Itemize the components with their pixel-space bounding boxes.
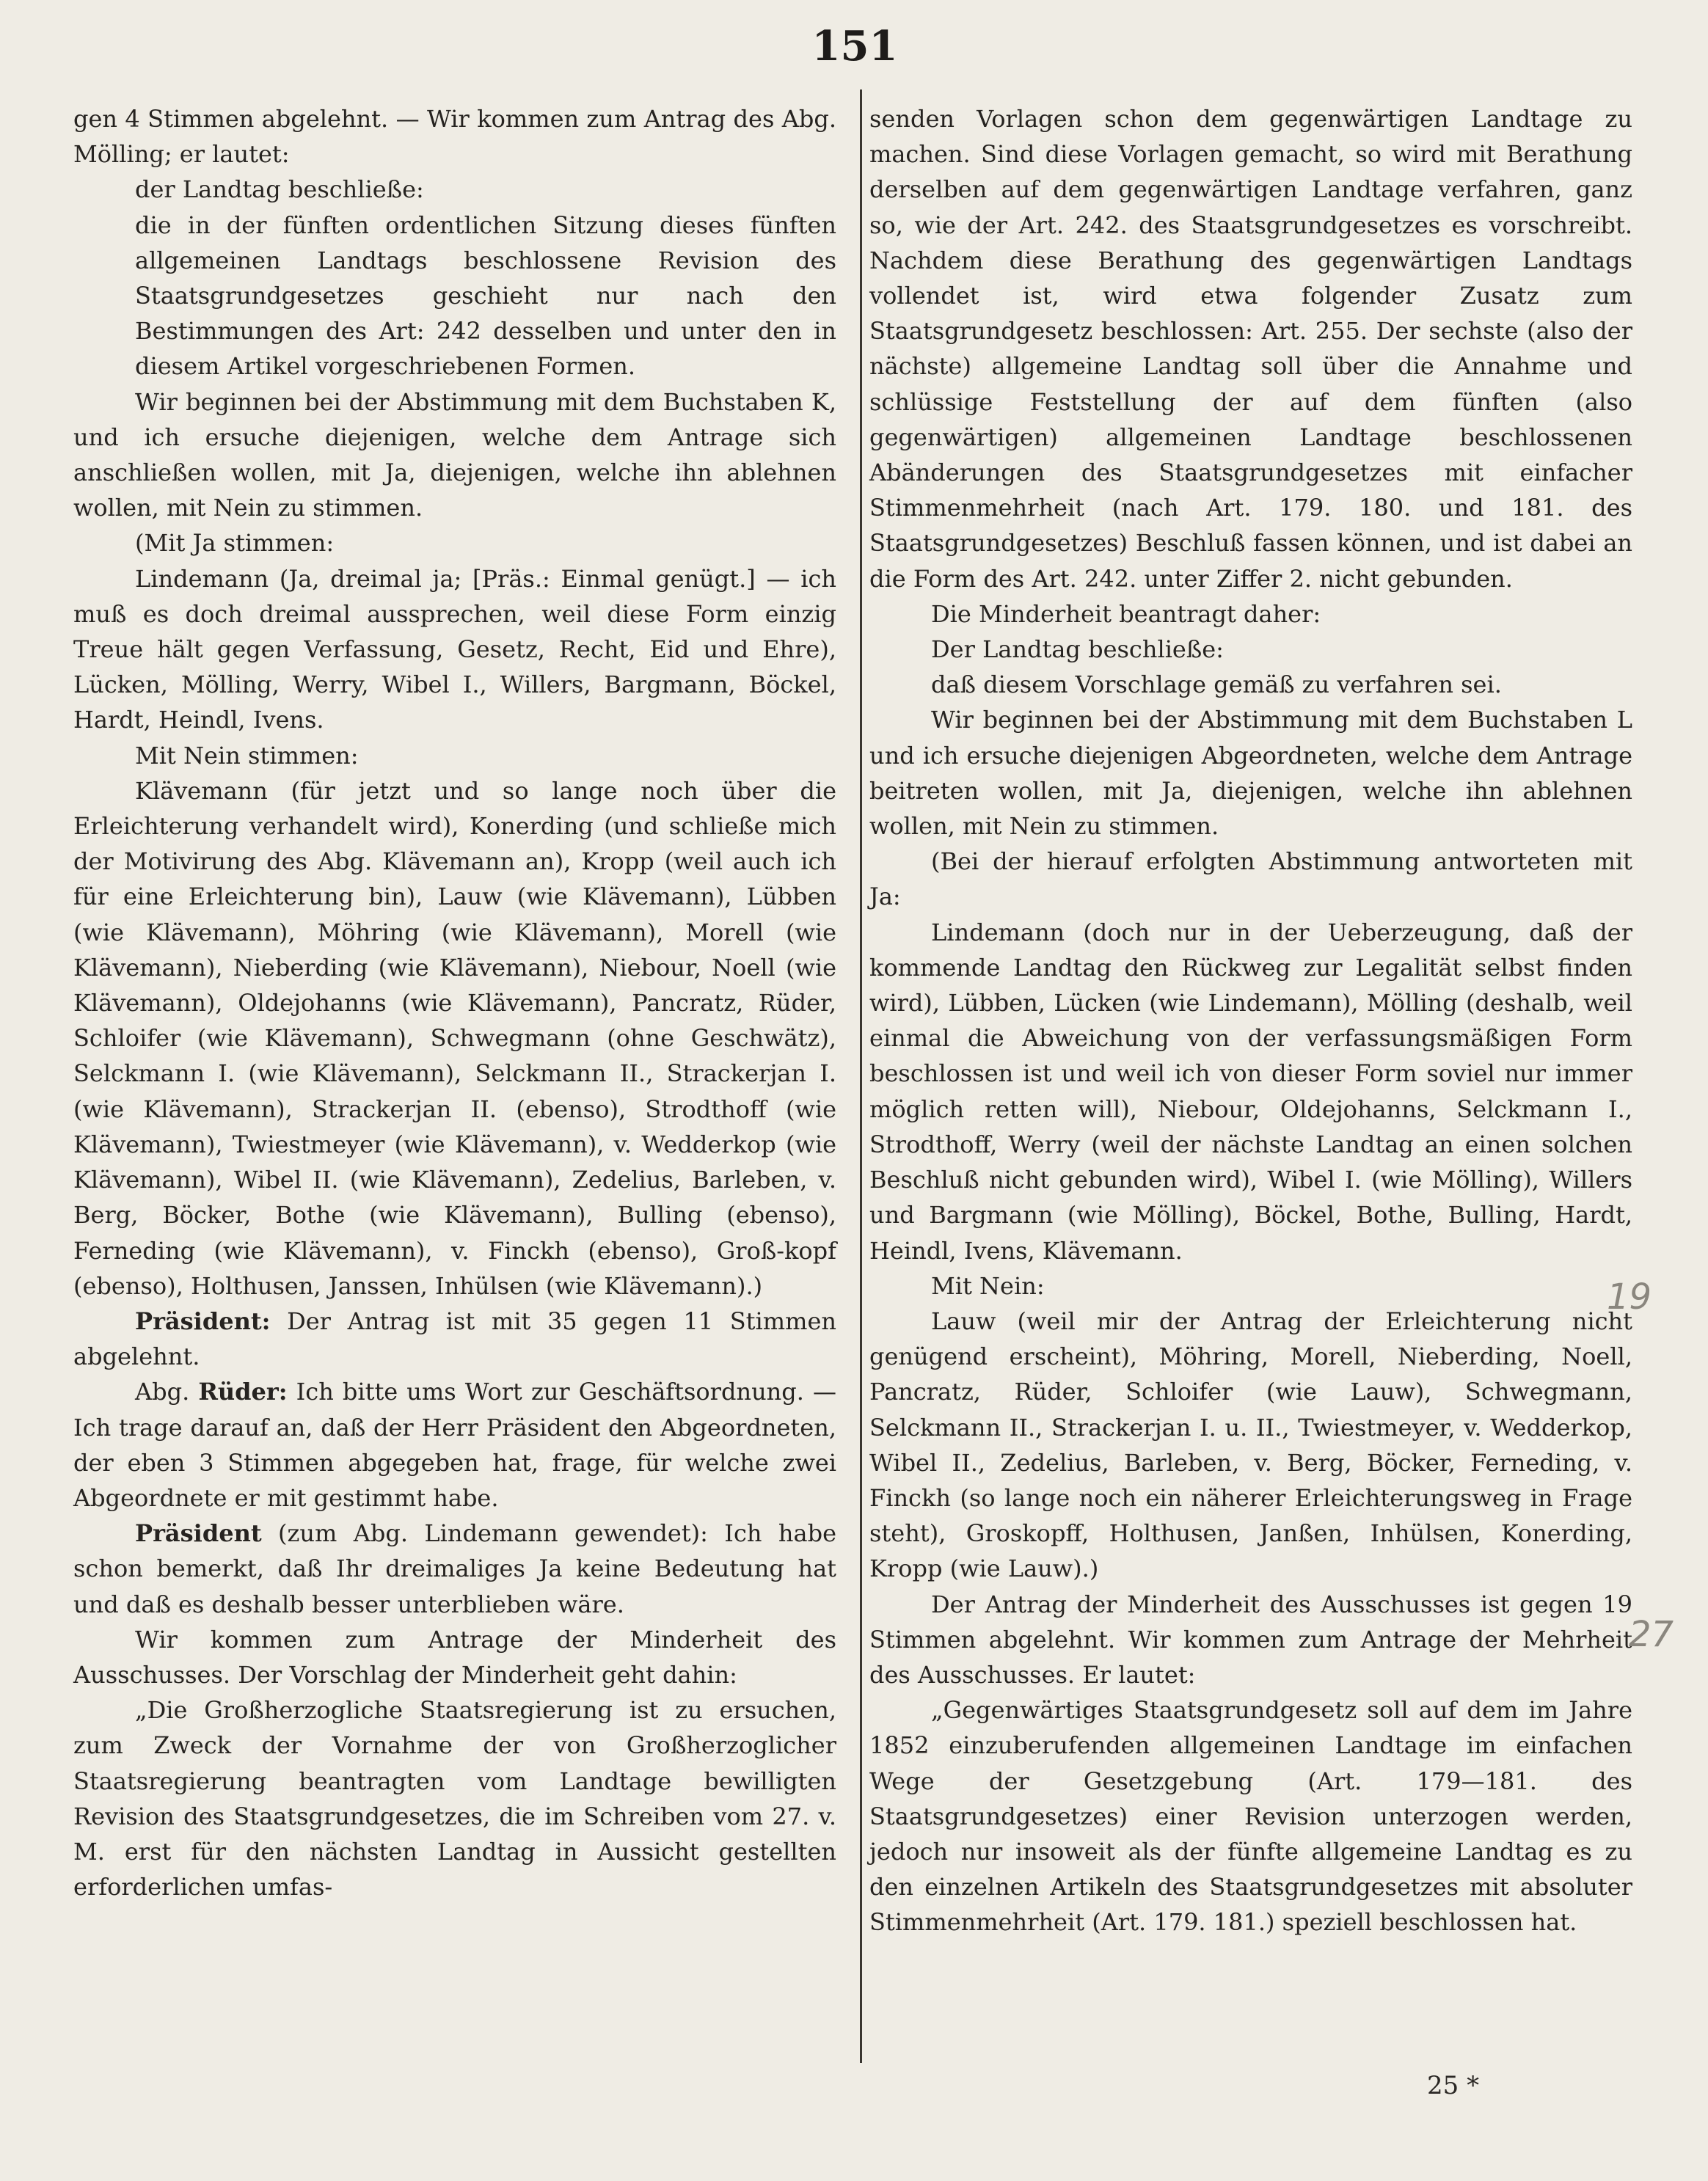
speaker-name: Rüder: — [198, 1378, 288, 1406]
paragraph: daß diesem Vorschlage gemäß zu verfahren sei. — [931, 671, 1502, 699]
vote-list-yes: Lindemann (doch nur in der Ueberzeugung, daß der kommende Landtag den Rückweg zur Legalität selbst finden wird), Lübben, Lücken (wie Lindemann), Mölling (deshalb, weil einmal die Abweichung von der verfassungsmäßigen Form beschlossen ist und weil ich von dieser Form soviel nur immer möglich retten will), Niebour, Oldejohanns, Selckmann I., Strodthoff, Werry (weil der nächste Landtag an einen solchen Beschluß nicht gebunden wird), Wibel I. (wie Mölling), Willers und Bargmann (wie Mölling), Böckel, Bothe, Bulling, Hardt, Heindl, Ivens, Klävemann. — [869, 918, 1632, 1265]
speaker-name: Präsident: — [135, 1307, 271, 1335]
paragraph — [73, 1516, 836, 1622]
pencil-annotation: 19 — [1607, 1276, 1652, 1318]
speech-text: Ich bitte ums Wort zur Geschäftsordnung. — Ich trage darauf an, daß der Herr Präsident den Abgeordneten, der eben 3 Stimmen abgegeben hat, frage, für welche zwei Abgeordnete er mit gestimmt habe. — [73, 1378, 837, 1512]
paragraph: gen 4 Stimmen abgelehnt. — Wir kommen zum Antrag des Abg. Mölling; er lautet: — [73, 105, 836, 169]
paragraph: Der Landtag beschließe: — [931, 635, 1224, 664]
vote-list-no: Lauw (weil mir der Antrag der Erleichterung nicht genügend erscheint), Möhring, Morell, Nieberding, Noell, Pancratz, Rüder, Schloifer (wie Lauw), Schwegmann, Selckmann II., Strackerjan I. u. II., Twiestmeyer, v. Wedderkop, Wibel II., Zedelius, Barleben, v. Berg, Böcker, Ferneding, v. Finckh (so lange noch ein näherer Erleichterungsweg in Frage steht), Groskopff, Holthusen, Janßen, Inhülsen, Konerding, Kropp (wie Lauw).) — [869, 1307, 1632, 1583]
vote-heading-no: Mit Nein: — [931, 1271, 1045, 1300]
vote-list-yes: Lindemann (Ja, dreimal ja; [Präs.: Einmal genügt.] — ich muß es doch dreimal aussprechen, weil diese Form einzig Treue hält gegen Verfassung, Gesetz, Recht, Eid und Ehre), Lücken, Mölling, Werry, Wibel I., Willers, Bargmann, Böckel, Hardt, Heindl, Ivens. — [73, 564, 836, 734]
vote-heading-yes: (Mit Ja stimmen: — [135, 529, 335, 558]
paragraph: Wir kommen zum Antrage der Minderheit des Ausschusses. Der Vorschlag der Minderheit geht dahin: — [73, 1625, 836, 1689]
paragraph: Wir beginnen bei der Abstimmung mit dem Buchstaben L und ich ersuche diejenigen Abgeordneten, welche dem Antrage beitreten wollen, mit Ja, diejenigen, welche ihn ablehnen wollen, mit Nein zu stimmen. — [869, 706, 1632, 841]
paragraph: Die Minderheit beantragt daher: — [931, 599, 1321, 628]
paragraph: der Landtag beschließe: — [135, 175, 424, 204]
column-divider — [860, 89, 862, 2063]
paragraph: senden Vorlagen schon dem gegenwärtigen Landtage zu machen. Sind diese Vorlagen gemacht, so wird mit Berathung derselben auf dem gegenwärtigen Landtage verfahren, ganz so, wie der Art. 242. des Staatsgrundgesetzes es vorschreibt. Nachdem diese Berathung des gegenwärtigen Landtags vollendet ist, wird etwa folgender Zusatz zum Staatsgrundgesetz beschlossen: Art. 255. Der sechste (also der nächste) allgemeine Landtag soll über die Annahme und schlüssige Feststellung der auf dem fünften (also gegenwärtigen) allgemeinen Landtage beschlossenen Abänderungen des Staatsgrundgesetzes mit einfacher Stimmenmehrheit (nach Art. 179. 180. und 181. des Staatsgrundgesetzes) Beschluß fassen können, und ist dabei an die Form des Art. 242. unter Ziffer 2. nicht gebunden. — [869, 105, 1632, 593]
vote-list-no: Klävemann (für jetzt und so lange noch über die Erleichterung verhandelt wird), Konerding (und schließe mich der Motivirung des Abg. Klävemann an), Kropp (weil auch ich für eine Erleichterung bin), Lauw (wie Klävemann), Lübben (wie Klävemann), Möhring (wie Klävemann), Morell (wie Klävemann), Nieberding (wie Klävemann), Niebour, Noell (wie Klävemann), Oldejohanns (wie Klävemann), Pancratz, Rüder, Schloifer (wie Klävemann), Schwegmann (ohne Geschwätz), Selckmann I. (wie Klävemann), Selckmann II., Strackerjan I. (wie Klävemann), Strackerjan II. (ebenso), Strodthoff (wie Klävemann), Twiestmeyer (wie Klävemann), v. Wedderkop (wie Klävemann), Wibel II. (wie Klävemann), Zedelius, Barleben, v. Berg, Böcker, Bothe (wie Klävemann), Bulling (ebenso), Ferneding (wie Klävemann), v. Finckh (ebenso), Groß-kopf (ebenso), Holthusen, Janssen, Inhülsen (wie Klävemann).) — [73, 776, 836, 1300]
paragraph — [73, 1304, 836, 1374]
motion-text: die in der fünften ordentlichen Sitzung dieses fünften allgemeinen Landtags beschlossene Revision des Staatsgrundgesetzes geschieht nur nach den Bestimmungen des Art: 242 desselben und unter den in diesem Artikel vorgeschriebenen Formen. — [135, 211, 836, 381]
vote-heading-no: Mit Nein stimmen: — [135, 741, 359, 770]
left-column — [73, 101, 836, 1904]
signature-mark: 25 * — [1427, 2071, 1480, 2100]
speaker-prefix: Abg. — [135, 1378, 190, 1406]
speech-text: Der Antrag ist mit 35 gegen 11 Stimmen abgelehnt. — [73, 1307, 837, 1371]
quoted-proposal: „Gegenwärtiges Staatsgrundgesetz soll auf dem im Jahre 1852 einzuberufenden allgemeinen Landtage im einfachen Wege der Gesetzgebung (Art. 179—181. des Staatsgrundgesetzes) einer Revision unterzogen werden, jedoch nur insoweit als der fünfte allgemeine Landtag es zu den einzelnen Artikeln des Staatsgrundgesetzes mit absoluter Stimmenmehrheit (Art. 179. 181.) speziell beschlossen hat. — [869, 1696, 1632, 1937]
page-number: 151 — [811, 22, 898, 70]
quoted-proposal: „Die Großherzogliche Staatsregierung ist zu ersuchen, zum Zweck der Vornahme der von Großherzoglicher Staatsregierung beantragten vom Landtage bewilligten Revision des Staatsgrundgesetzes, die im Schreiben vom 27. v. M. erst für den nächsten Landtag in Aussicht gestellten erforderlichen umfas- — [73, 1696, 836, 1901]
speech-text: (zum Abg. Lindemann gewendet): Ich habe schon bemerkt, daß Ihr dreimaliges Ja keine Bedeutung hat und daß es deshalb besser unterblieben wäre. — [73, 1519, 837, 1618]
paragraph: Der Antrag der Minderheit des Ausschusses ist gegen 19 Stimmen abgelehnt. Wir kommen zum Antrage der Mehrheit des Ausschusses. Er lautet: — [869, 1590, 1632, 1689]
speaker-name: Präsident — [135, 1519, 262, 1548]
pencil-annotation: 27 — [1629, 1614, 1674, 1655]
paragraph — [73, 1374, 836, 1516]
vote-heading-yes: (Bei der hierauf erfolgten Abstimmung antworteten mit Ja: — [869, 847, 1632, 911]
paragraph: Wir beginnen bei der Abstimmung mit dem Buchstaben K, und ich ersuche diejenigen, welche dem Antrage sich anschließen wollen, mit Ja, diejenigen, welche ihn ablehnen wollen, mit Nein zu stimmen. — [73, 387, 836, 522]
right-column — [869, 101, 1632, 1940]
